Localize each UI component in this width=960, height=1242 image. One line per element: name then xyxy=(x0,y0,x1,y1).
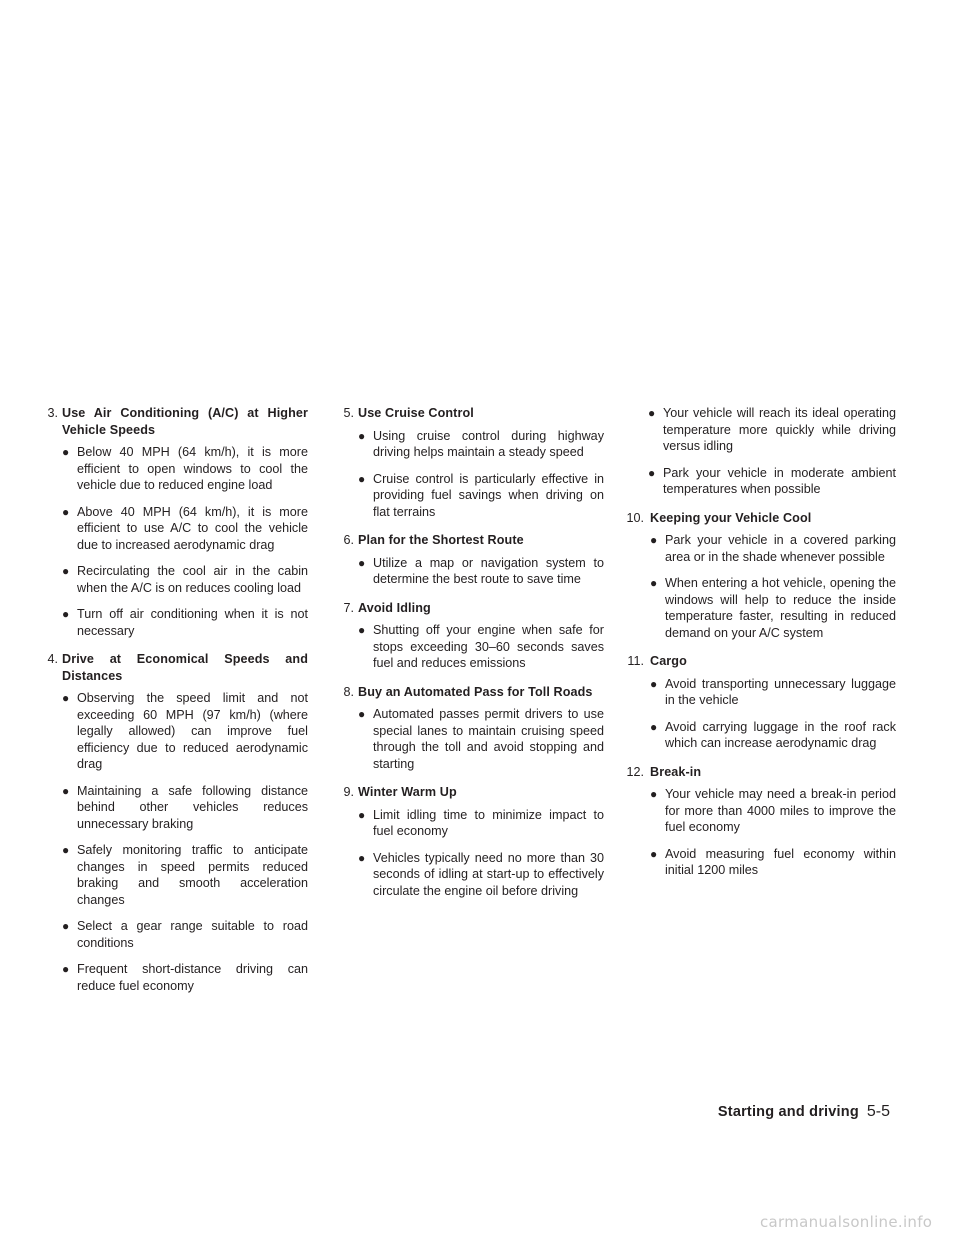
bullet-dot-icon: ● xyxy=(62,691,70,705)
tip-item xyxy=(326,405,604,520)
watermark[interactable]: carmanualsonline.info xyxy=(760,1213,933,1231)
bullet-dot-icon: ● xyxy=(62,919,70,933)
bullet-dot-icon: ● xyxy=(358,623,366,637)
bullet-item xyxy=(648,405,896,455)
page-footer xyxy=(718,1103,890,1121)
bullet-text: Park your vehicle in a covered parking area or in the shade whenever possible xyxy=(665,533,896,564)
bullet-item xyxy=(358,555,604,588)
tip-number: 4 . xyxy=(30,651,60,668)
column-right xyxy=(616,405,896,891)
bullet-item xyxy=(650,846,896,879)
tip-item xyxy=(616,653,896,752)
bullet-text: Safely monitoring traffic to anticipate changes in speed permits reduced braking and smooth acceleration changes xyxy=(77,843,308,907)
tip-number: 5 . xyxy=(326,405,356,422)
bullet-text: Shutting off your engine when safe for stops exceeding 30–60 seconds saves fuel and reduces emissions xyxy=(373,623,604,670)
bullet-item xyxy=(62,563,308,596)
bullet-dot-icon: ● xyxy=(650,719,658,734)
bullet-dot-icon: ● xyxy=(358,850,366,865)
bullet-text: Avoid carrying luggage in the roof rack which can increase aerodynamic drag xyxy=(665,719,896,750)
tip-number: 8 . xyxy=(326,684,356,701)
tip-title: Avoid Idling xyxy=(358,600,431,615)
tip-number: 7 . xyxy=(326,600,356,617)
bullet-dot-icon: ● xyxy=(358,555,366,570)
bullet-text: Vehicles typically need no more than 30 seconds of idling at start-up to effectively circulate the engine oil before driving xyxy=(373,850,604,898)
tip-number: 10 . xyxy=(616,510,646,527)
tip-item xyxy=(326,784,604,899)
footer-section-title: Starting and driving xyxy=(717,1104,859,1120)
bullet-dot-icon: ● xyxy=(358,428,366,443)
bullet-item xyxy=(358,807,604,840)
bullet-dot-icon: ● xyxy=(358,707,366,721)
bullet-text: Limit idling time to minimize impact to fuel economy xyxy=(373,807,604,838)
continued-bullets xyxy=(616,405,896,498)
bullet-item xyxy=(650,719,896,752)
bullet-item xyxy=(62,961,308,994)
tip-number: 3 . xyxy=(30,405,60,422)
bullet-dot-icon: ● xyxy=(62,962,70,976)
bullet-item xyxy=(62,842,308,908)
tip-title: Use Air Conditioning (A/C) at Higher Vehicle Speeds xyxy=(62,406,308,437)
bullet-text: Above 40 MPH (64 km/h), it is more efficient to use A/C to cool the vehicle due to increased aerodynamic drag xyxy=(77,504,308,552)
bullet-dot-icon: ● xyxy=(62,445,70,459)
bullet-text: Park your vehicle in moderate ambient temperatures when possible xyxy=(663,465,896,496)
bullet-text: Cruise control is particularly effective in providing fuel savings when driving on flat terrains xyxy=(373,471,604,519)
bullet-dot-icon: ● xyxy=(62,564,70,578)
tip-item xyxy=(326,684,604,773)
bullet-item xyxy=(62,504,308,554)
bullet-dot-icon: ● xyxy=(650,846,658,861)
column-middle xyxy=(326,405,604,911)
bullet-dot-icon: ● xyxy=(62,607,70,621)
bullet-text: Below 40 MPH (64 km/h), it is more efficient to open windows to cool the vehicle due to reduced engine load xyxy=(77,445,308,492)
bullet-text: Using cruise control during highway driving helps maintain a steady speed xyxy=(373,428,604,459)
bullet-text: Select a gear range suitable to road conditions xyxy=(77,919,308,950)
bullet-text: Your vehicle may need a break-in period for more than 4000 miles to improve the fuel economy xyxy=(665,787,896,834)
bullet-text: Avoid measuring fuel economy within initial 1200 miles xyxy=(665,846,896,877)
bullet-item xyxy=(358,622,604,672)
bullet-item xyxy=(358,706,604,772)
tip-title: Cargo xyxy=(650,654,687,668)
bullet-item xyxy=(650,676,896,709)
bullet-item xyxy=(62,783,308,833)
tip-item xyxy=(30,651,308,994)
tip-number: 12 . xyxy=(616,764,646,781)
bullet-text: Automated passes permit drivers to use special lanes to maintain cruising speed through the toll and avoid stopping and starting xyxy=(373,707,604,771)
column-left xyxy=(30,405,308,1006)
bullet-item xyxy=(62,690,308,773)
tip-item xyxy=(616,764,896,879)
bullet-dot-icon: ● xyxy=(650,676,658,691)
tip-number: 11 . xyxy=(616,653,646,670)
tip-title: Drive at Economical Speeds and Distances xyxy=(62,652,308,683)
bullet-item xyxy=(358,850,604,900)
bullet-item xyxy=(62,606,308,639)
bullet-item xyxy=(650,575,896,641)
tip-number: 6 . xyxy=(326,532,356,549)
bullet-item xyxy=(650,532,896,565)
bullet-dot-icon: ● xyxy=(62,783,70,798)
bullet-text: Utilize a map or navigation system to determine the best route to save time xyxy=(373,555,604,586)
tip-item xyxy=(326,532,604,588)
bullet-dot-icon: ● xyxy=(358,471,366,486)
bullet-dot-icon: ● xyxy=(648,406,656,420)
bullet-text: Observing the speed limit and not exceeding 60 MPH (97 km/h) (where legally allowed) can improve fuel efficiency due to reduced aerodynamic drag xyxy=(77,691,308,771)
bullet-dot-icon: ● xyxy=(62,843,70,857)
tip-title: Buy an Automated Pass for Toll Roads xyxy=(358,684,593,699)
bullet-text: Recirculating the cool air in the cabin when the A/C is on reduces cooling load xyxy=(77,564,308,595)
bullet-dot-icon: ● xyxy=(650,576,658,590)
bullet-dot-icon: ● xyxy=(358,807,366,822)
tip-title: Keeping your Vehicle Cool xyxy=(650,510,812,525)
bullet-dot-icon: ● xyxy=(648,465,656,480)
bullet-item xyxy=(62,918,308,951)
tip-item xyxy=(616,510,896,642)
bullet-text: Maintaining a safe following distance behind other vehicles reduces unnecessary braking xyxy=(77,783,308,831)
bullet-dot-icon: ● xyxy=(650,533,658,547)
tip-title: Winter Warm Up xyxy=(358,785,457,799)
bullet-text: When entering a hot vehicle, opening the windows will help to reduce the inside temperature faster, resulting in reduced demand on your A/C system xyxy=(665,576,896,640)
bullet-item xyxy=(358,428,604,461)
bullet-dot-icon: ● xyxy=(650,787,658,801)
bullet-dot-icon: ● xyxy=(62,504,70,519)
tip-title: Break-in xyxy=(650,764,702,779)
tip-title: Plan for the Shortest Route xyxy=(358,533,524,547)
bullet-item xyxy=(648,465,896,498)
tip-item xyxy=(326,600,604,672)
bullet-text: Your vehicle will reach its ideal operating temperature more quickly while driving versus idling xyxy=(663,406,896,453)
bullet-item xyxy=(62,444,308,494)
bullet-text: Frequent short-distance driving can reduce fuel economy xyxy=(77,962,308,993)
bullet-text: Avoid transporting unnecessary luggage in the vehicle xyxy=(665,676,896,707)
bullet-text: Turn off air conditioning when it is not necessary xyxy=(77,607,308,638)
bullet-item xyxy=(650,786,896,836)
tip-title: Use Cruise Control xyxy=(358,406,474,420)
footer-page-number: 5-5 xyxy=(866,1103,890,1120)
tip-item xyxy=(30,405,308,639)
tip-number: 9 . xyxy=(326,784,356,801)
bullet-item xyxy=(358,471,604,521)
